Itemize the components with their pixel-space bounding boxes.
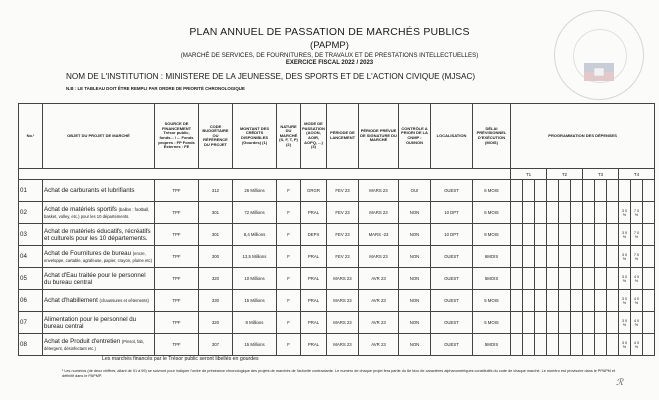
cell-mode: PRAL: [301, 202, 327, 224]
programming-cell: [523, 246, 535, 268]
programming-cell: [535, 246, 547, 268]
cell-mode: DEPX: [301, 224, 327, 246]
cell-source: TPF: [155, 268, 199, 290]
column-header: OBJET DU PROJET DE MARCHÉ: [43, 104, 155, 169]
programming-cell: 4 0 %: [631, 268, 643, 290]
cell-lancement: MARS 23: [327, 290, 359, 312]
cell-localisation: OUEST: [431, 312, 473, 334]
objet-text: Achat de Fournitures de bureau: [44, 249, 132, 257]
programming-cell: 3 0 %: [619, 334, 631, 356]
cell-montant: 8 Millions: [233, 312, 277, 334]
programming-cell: [559, 334, 571, 356]
programming-cell: [523, 202, 535, 224]
programming-cell: [595, 202, 607, 224]
column-header: LOCALISATION: [431, 104, 473, 169]
plan-acronym: (PAPMP): [310, 40, 349, 51]
cell-source: TPF: [155, 246, 199, 268]
programming-cell: [511, 224, 523, 246]
cell-controle: NON: [399, 334, 431, 356]
cell-objet: [43, 202, 155, 224]
objet-detail: (Pinsol, fab, détergent, désinfectant etc.): [44, 338, 145, 351]
cell-controle: NON: [399, 312, 431, 334]
programming-cell: [583, 268, 595, 290]
cell-source: TPF: [155, 224, 199, 246]
column-header: PÉRIODE DE LANCEMENT: [327, 104, 359, 169]
cell-source: TPF: [155, 180, 199, 202]
table-row: [19, 246, 655, 268]
cell-no: 04: [19, 246, 43, 268]
programming-cell: [631, 180, 643, 202]
cell-code: 320: [199, 268, 233, 290]
institution-name: NOM DE L'INSTITUTION : MINISTERE DE LA JEUNESSE, DES SPORTS ET DE L'ACTION CIVIQUE (MJSAC): [66, 72, 476, 81]
programming-cell: [607, 312, 619, 334]
programming-cell: [547, 246, 559, 268]
programming-cell: 3 0 %: [619, 224, 631, 246]
programming-cell: 3 0 %: [619, 202, 631, 224]
cell-montant: 72 Millions: [233, 202, 277, 224]
programming-cell: [643, 180, 655, 202]
programming-cell: [571, 334, 583, 356]
table-row: [19, 312, 655, 334]
programming-cell: 7 0 %: [631, 202, 643, 224]
programming-cell: [511, 246, 523, 268]
programming-cell: [583, 334, 595, 356]
cell-mode: PRAL: [301, 246, 327, 268]
cell-objet: [43, 246, 155, 268]
cell-delai: 5MOIS: [473, 334, 511, 356]
programming-cell: [643, 224, 655, 246]
programming-cell: [607, 268, 619, 290]
cell-signature: AVR 23: [359, 312, 399, 334]
programming-cell: [535, 224, 547, 246]
programming-cell: 3 0 %: [619, 246, 631, 268]
cell-code: 312: [199, 180, 233, 202]
cell-signature: AVR 23: [359, 268, 399, 290]
plan-subtitle: (MARCHÉ DE SERVICES, DE FOURNITURES, DE TRAVAUX ET DE PRESTATIONS INTELLECTUELLES): [180, 52, 479, 59]
cell-signature: MARS -23: [359, 224, 399, 246]
cell-lancement: FEV 23: [327, 202, 359, 224]
cell-delai: 5MOIS: [473, 268, 511, 290]
programming-cell: [547, 312, 559, 334]
cell-nature: F: [277, 290, 301, 312]
programming-cell: [559, 202, 571, 224]
cell-localisation: OUEST: [431, 290, 473, 312]
cell-nature: F: [277, 180, 301, 202]
programming-cell: [511, 268, 523, 290]
handwritten-signature: ℛ: [616, 378, 624, 388]
programming-cell: 7 0 %: [631, 224, 643, 246]
plan-title: PLAN ANNUEL DE PASSATION DE MARCHÉS PUBLICS: [189, 26, 470, 38]
cell-code: 301: [199, 224, 233, 246]
cell-signature: AVR 23: [359, 334, 399, 356]
cell-localisation: 10 DPT: [431, 224, 473, 246]
cell-source: TPF: [155, 202, 199, 224]
column-header: CONTRÔLE A PRIORI DE LA CNMP : OUI/NON: [399, 104, 431, 169]
programming-cell: [583, 246, 595, 268]
cell-signature: AVR 23: [359, 290, 399, 312]
programming-cell: [523, 334, 535, 356]
cell-lancement: MARS 23: [327, 312, 359, 334]
cell-montant: 13,5 Millions: [233, 246, 277, 268]
programming-cell: 4 0 %: [631, 312, 643, 334]
cell-objet: [43, 312, 155, 334]
programming-cell: [583, 202, 595, 224]
programming-cell: [595, 268, 607, 290]
objet-text: Alimentation pour le personnel du bureau central: [44, 315, 137, 330]
programming-cell: [607, 224, 619, 246]
programming-cell: [607, 290, 619, 312]
cell-mode: PRAL: [301, 268, 327, 290]
cell-delai: 5 MOIS: [473, 290, 511, 312]
programming-cell: [607, 180, 619, 202]
cell-controle: NON: [399, 224, 431, 246]
cell-objet: [43, 180, 155, 202]
programming-cell: [643, 246, 655, 268]
cell-no: 07: [19, 312, 43, 334]
cell-mode: GRGR: [301, 180, 327, 202]
programming-cell: [547, 202, 559, 224]
programming-cell: [523, 290, 535, 312]
programming-cell: [547, 334, 559, 356]
cell-localisation: OUEST: [431, 180, 473, 202]
programming-cell: [535, 312, 547, 334]
objet-text: Achat de Produit d'entretien: [44, 337, 121, 345]
column-header: NATURE DU MARCHÉ (S, F, T, P) (2): [277, 104, 301, 169]
cell-code: 300: [199, 246, 233, 268]
programming-cell: [595, 224, 607, 246]
cell-controle: NON: [399, 202, 431, 224]
programming-cell: [571, 224, 583, 246]
currency-legend: Les marchés financés par le Trésor public seront libellés en gourdes: [102, 356, 259, 362]
quarter-label: T3: [583, 169, 619, 180]
programming-cell: [547, 224, 559, 246]
cell-montant: 26 Millions: [233, 180, 277, 202]
programming-cell: 3 0 %: [619, 290, 631, 312]
programming-cell: 4 0 %: [631, 290, 643, 312]
programming-cell: 7 0 %: [631, 246, 643, 268]
column-header: MONTANT DES CRÉDITS DISPONIBLES (Gourdes) (1): [233, 104, 277, 169]
programming-cell: [571, 202, 583, 224]
objet-text: Achat de matériels éducatifs, récréatifs et culturels pour les 10 départements.: [44, 227, 151, 242]
programming-cell: [583, 312, 595, 334]
cell-no: 06: [19, 290, 43, 312]
quarter-label: T1: [511, 169, 547, 180]
quarter-row: [19, 169, 655, 180]
programming-cell: [559, 224, 571, 246]
table-row: [19, 202, 655, 224]
procurement-table: [18, 103, 655, 356]
programming-cell: [535, 334, 547, 356]
cell-lancement: FEV 23: [327, 246, 359, 268]
programming-cell: [559, 312, 571, 334]
table-row: [19, 180, 655, 202]
programming-cell: [583, 290, 595, 312]
cell-no: 02: [19, 202, 43, 224]
cell-no: 01: [19, 180, 43, 202]
cell-mode: PRAL: [301, 312, 327, 334]
table-header-row: [19, 104, 655, 169]
cell-objet: [43, 290, 155, 312]
cell-source: TPF: [155, 334, 199, 356]
programming-cell: [535, 290, 547, 312]
cell-source: TPF: [155, 290, 199, 312]
programming-cell: [571, 312, 583, 334]
objet-text: Achat de matériels sportifs: [44, 205, 117, 213]
column-header: PÉRIODE PRÉVUE DE SIGNATURE DU MARCHÉ: [359, 104, 399, 169]
programming-cell: [511, 312, 523, 334]
programming-cell: [511, 290, 523, 312]
table-row: [19, 268, 655, 290]
cell-delai: 5 MOIS: [473, 312, 511, 334]
cell-nature: F: [277, 202, 301, 224]
programming-cell: [523, 268, 535, 290]
cell-code: 301: [199, 202, 233, 224]
programming-cell: [511, 180, 523, 202]
objet-text: Achat d'Eau traitée pour le personnel du bureau central: [44, 271, 146, 286]
programming-cell: [547, 180, 559, 202]
cell-source: TPF: [155, 312, 199, 334]
quarter-label: T4: [619, 169, 655, 180]
cell-montant: 10 Millions: [233, 268, 277, 290]
programming-cell: [595, 312, 607, 334]
programming-cell: [571, 180, 583, 202]
programming-cell: [559, 290, 571, 312]
column-header: DÉLAI PRÉVISIONNEL D'EXÉCUTION (MOIS): [473, 104, 511, 169]
cell-montant: 15 Millions: [233, 334, 277, 356]
programming-cell: [571, 268, 583, 290]
cell-montant: 15 Millions: [233, 290, 277, 312]
cell-code: 330: [199, 290, 233, 312]
cell-lancement: FEV 23: [327, 224, 359, 246]
programming-cell: [535, 202, 547, 224]
cell-mode: PRAL: [301, 290, 327, 312]
column-header: No.¹: [19, 104, 43, 169]
cell-localisation: OUEST: [431, 334, 473, 356]
programming-cell: [643, 290, 655, 312]
cell-delai: 6 MOIS: [473, 180, 511, 202]
table-row: [19, 290, 655, 312]
column-header: MODE DE PASSATION (AOON, AOIR, AOPQ, ...) (3): [301, 104, 327, 169]
cell-no: 03: [19, 224, 43, 246]
footnote: ¹ Les numéros (de deux chiffres, allant de 01 à 99) se suivront pour indiquer l'ordre de préséance chronologique des projets de marchés de l'autorité contractante. Le numéro de chaque projet fera partie du 6e bloc de caractères alphanumériques constitutifs du code de chaque marché. Le numéro est provisoire dans le PPAPM et définitif dans le PAPMP.: [62, 369, 616, 378]
programming-cell: [559, 246, 571, 268]
cell-lancement: FEV 23: [327, 180, 359, 202]
cell-nature: F: [277, 268, 301, 290]
objet-detail: (chaussures et vêtements): [99, 298, 149, 303]
programming-cell: [607, 246, 619, 268]
cell-nature: F: [277, 224, 301, 246]
cell-lancement: MARS 23: [327, 334, 359, 356]
cell-montant: 8,4 Millions: [233, 224, 277, 246]
cell-objet: [43, 268, 155, 290]
cell-nature: F: [277, 246, 301, 268]
cell-controle: NON: [399, 246, 431, 268]
programming-cell: [571, 246, 583, 268]
quarter-label: T2: [547, 169, 583, 180]
programming-cell: 3 0 %: [619, 312, 631, 334]
cell-localisation: OUEST: [431, 268, 473, 290]
column-header: SOURCE DE FINANCEMENT Trésor public, fonds... / ... Fonds propres : FP Fonds Externes : FE: [155, 104, 199, 169]
programming-cell: [535, 180, 547, 202]
programming-cell: [583, 224, 595, 246]
programming-cell: [511, 202, 523, 224]
programming-cell: 4 0 %: [631, 334, 643, 356]
objet-text: Achat d'habillement: [44, 297, 98, 304]
cell-controle: NON: [399, 290, 431, 312]
programming-cell: [511, 334, 523, 356]
cell-controle: OUI: [399, 180, 431, 202]
cell-no: 08: [19, 334, 43, 356]
objet-detail: (encre, enveloppe, cartable, agrafeuse, papier, crayon, plume etc): [44, 250, 153, 263]
cell-no: 05: [19, 268, 43, 290]
programming-cell: [523, 224, 535, 246]
programming-cell: [595, 246, 607, 268]
cell-delai: 6 MOIS: [473, 202, 511, 224]
programming-cell: [535, 268, 547, 290]
cell-controle: NON: [399, 268, 431, 290]
cell-signature: MARS 23: [359, 180, 399, 202]
priority-note: N.B : LE TABLEAU DOIT ÊTRE REMPLI PAR ORDRE DE PRIORITÉ CHRONOLOGIQUE: [66, 86, 245, 91]
cell-objet: [43, 224, 155, 246]
programming-cell: [619, 180, 631, 202]
objet-text: Achat de carburants et lubrifiants: [44, 187, 135, 194]
programming-cell: [595, 180, 607, 202]
column-header: CODE BUDGÉTAIRE OU RÉFÉRENCE DU PROJET: [199, 104, 233, 169]
fiscal-year: EXERCICE FISCAL 2022 / 2023: [285, 60, 374, 66]
programming-cell: 3 0 %: [619, 268, 631, 290]
programming-cell: [643, 268, 655, 290]
programming-cell: [559, 268, 571, 290]
programming-cell: [643, 334, 655, 356]
cell-localisation: 10 DPT: [431, 202, 473, 224]
programming-cell: [607, 202, 619, 224]
cell-mode: PRAL: [301, 334, 327, 356]
table-row: [19, 334, 655, 356]
programming-cell: [523, 180, 535, 202]
programming-cell: [595, 290, 607, 312]
cell-lancement: MARS 23: [327, 268, 359, 290]
programming-cell: [523, 312, 535, 334]
cell-nature: F: [277, 334, 301, 356]
table-row: [19, 224, 655, 246]
column-header: PROGRAMMATION DES DÉPENSES: [511, 104, 655, 169]
programming-cell: [595, 334, 607, 356]
cell-delai: 6MOIS: [473, 246, 511, 268]
quarter-spacer: [19, 169, 511, 180]
cell-objet: [43, 334, 155, 356]
programming-cell: [571, 290, 583, 312]
cell-localisation: OUEST: [431, 246, 473, 268]
cell-code: 307: [199, 334, 233, 356]
programming-cell: [607, 334, 619, 356]
programming-cell: [583, 180, 595, 202]
programming-cell: [643, 312, 655, 334]
programming-cell: [547, 290, 559, 312]
programming-cell: [643, 202, 655, 224]
objet-detail: (ballon : football, basket, volley, etc.) pour les 10 départements.: [44, 206, 150, 219]
programming-cell: [547, 268, 559, 290]
cell-nature: F: [277, 312, 301, 334]
programming-cell: [559, 180, 571, 202]
cell-signature: MARS 23: [359, 202, 399, 224]
cell-code: 320: [199, 312, 233, 334]
cell-signature: MARS 23: [359, 246, 399, 268]
cell-delai: 8 MOIS: [473, 224, 511, 246]
table-body: [19, 180, 655, 356]
